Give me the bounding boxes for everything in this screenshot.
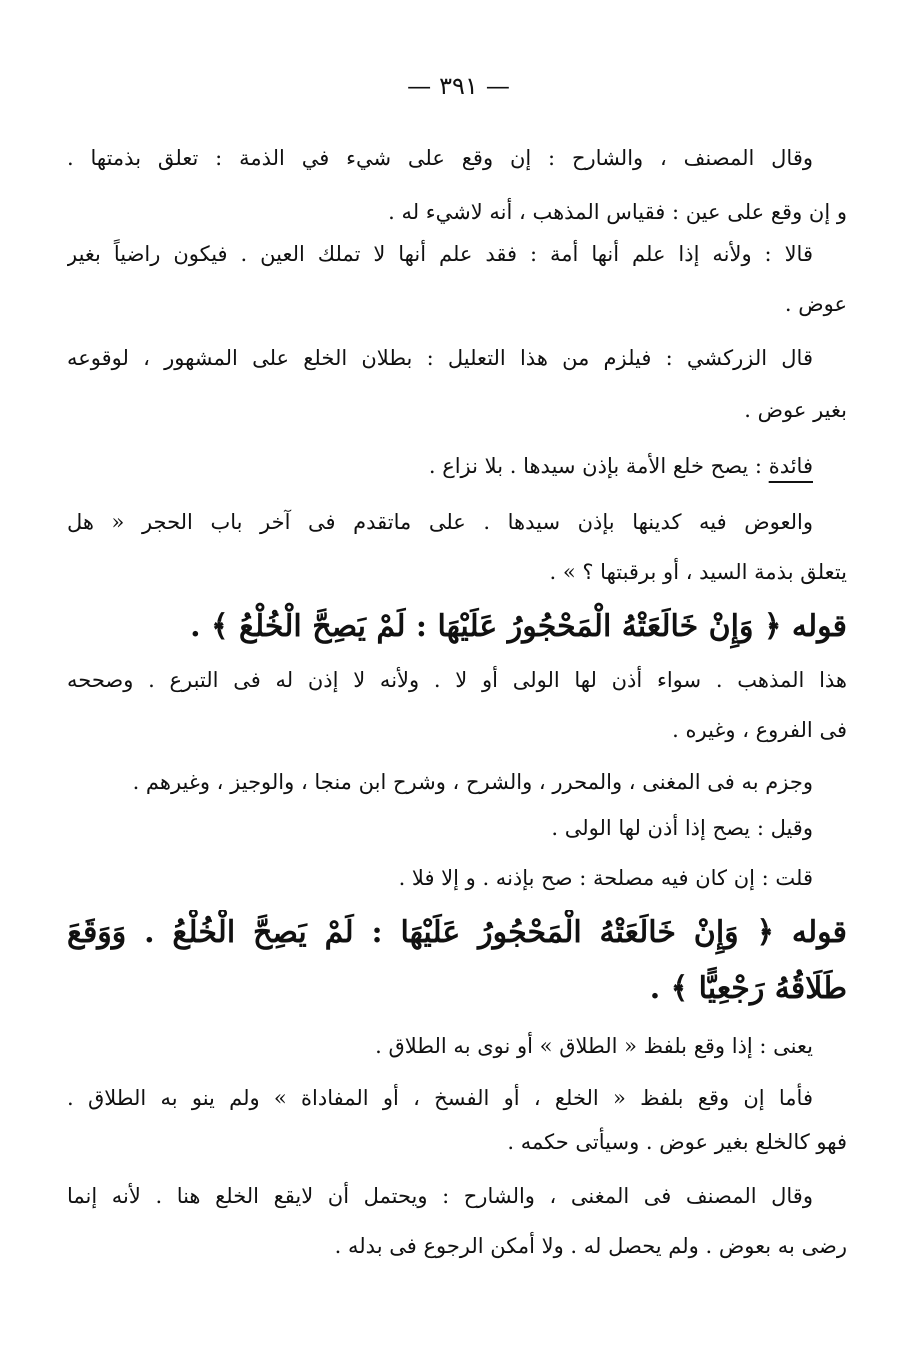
text-line: هذا المذهب . سواء أذن لها الولى أو لا . ولأنه لا إذن له فى التبرع . وصححه: [67, 668, 847, 692]
text-line: عوض .: [784, 292, 847, 316]
text-line: فأما إن وقع بلفظ « الخلع ، أو الفسخ ، أو المفاداة » ولم ينو به الطلاق .: [67, 1086, 813, 1110]
quote-heading: قوله ﴿ وَإِنْ خَالَعَتْهُ الْمَحْجُورُ عَلَيْهَا : لَمْ يَصِحَّ الْخُلْعُ ﴾ .: [190, 609, 847, 644]
text-line: يعنى : إذا وقع بلفظ « الطلاق » أو نوى به الطلاق .: [375, 1034, 813, 1058]
text-line: رضى به بعوض . ولم يحصل له . ولا أمكن الرجوع فى بدله .: [334, 1234, 847, 1258]
text-line: وقال المصنف فى المغنى ، والشارح : ويحتمل أن لايقع الخلع هنا . لأنه إنما: [67, 1184, 813, 1208]
note-text: : يصح خلع الأمة بإذن سيدها . بلا نزاع .: [428, 454, 769, 478]
text-line: وقال المصنف ، والشارح : إن وقع على شيء في الذمة : تعلق بذمتها .: [67, 146, 813, 170]
text-line: قالا : ولأنه إذا علم أنها أمة : فقد علم أنها لا تملك العين . فيكون راضياً بغير: [67, 242, 813, 266]
note-line: [67, 450, 847, 482]
text-line: و إن وقع على عين : فقياس المذهب ، أنه لاشيء له .: [388, 200, 847, 224]
page-number-text: ٣٩١: [439, 72, 478, 100]
quote-heading: قوله ﴿ وَإِنْ خَالَعَتْهُ الْمَحْجُورُ عَلَيْهَا : لَمْ يَصِحَّ الْخُلْعُ . وَوَقَعَ: [67, 915, 847, 950]
text-line: بغير عوض .: [744, 398, 847, 422]
page-number: —٣٩١—: [407, 72, 510, 100]
text-line: وجزم به فى المغنى ، والمحرر ، والشرح ، وشرح ابن منجا ، والوجيز ، وغيرهم .: [132, 770, 813, 794]
text-line: وقيل : يصح إذا أذن لها الولى .: [551, 816, 813, 840]
text-line: قال الزركشي : فيلزم من هذا التعليل : بطلان الخلع على المشهور ، لوقوعه: [67, 346, 813, 370]
text-line: قلت : إن كان فيه مصلحة : صح بإذنه . و إلا فلا .: [398, 866, 813, 890]
text-line: فهو كالخلع بغير عوض . وسيأتى حكمه .: [507, 1130, 847, 1154]
text-line: فى الفروع ، وغيره .: [672, 718, 847, 742]
note-label: فائدة: [768, 454, 813, 478]
quote-heading-continued: طَلَاقُهُ رَجْعِيًّا ﴾ .: [649, 971, 847, 1006]
text-line: والعوض فيه كدينها بإذن سيدها . على ماتقدم فى آخر باب الحجر « هل: [67, 510, 813, 534]
text-line: يتعلق بذمة السيد ، أو برقبتها ؟ » .: [549, 560, 847, 584]
